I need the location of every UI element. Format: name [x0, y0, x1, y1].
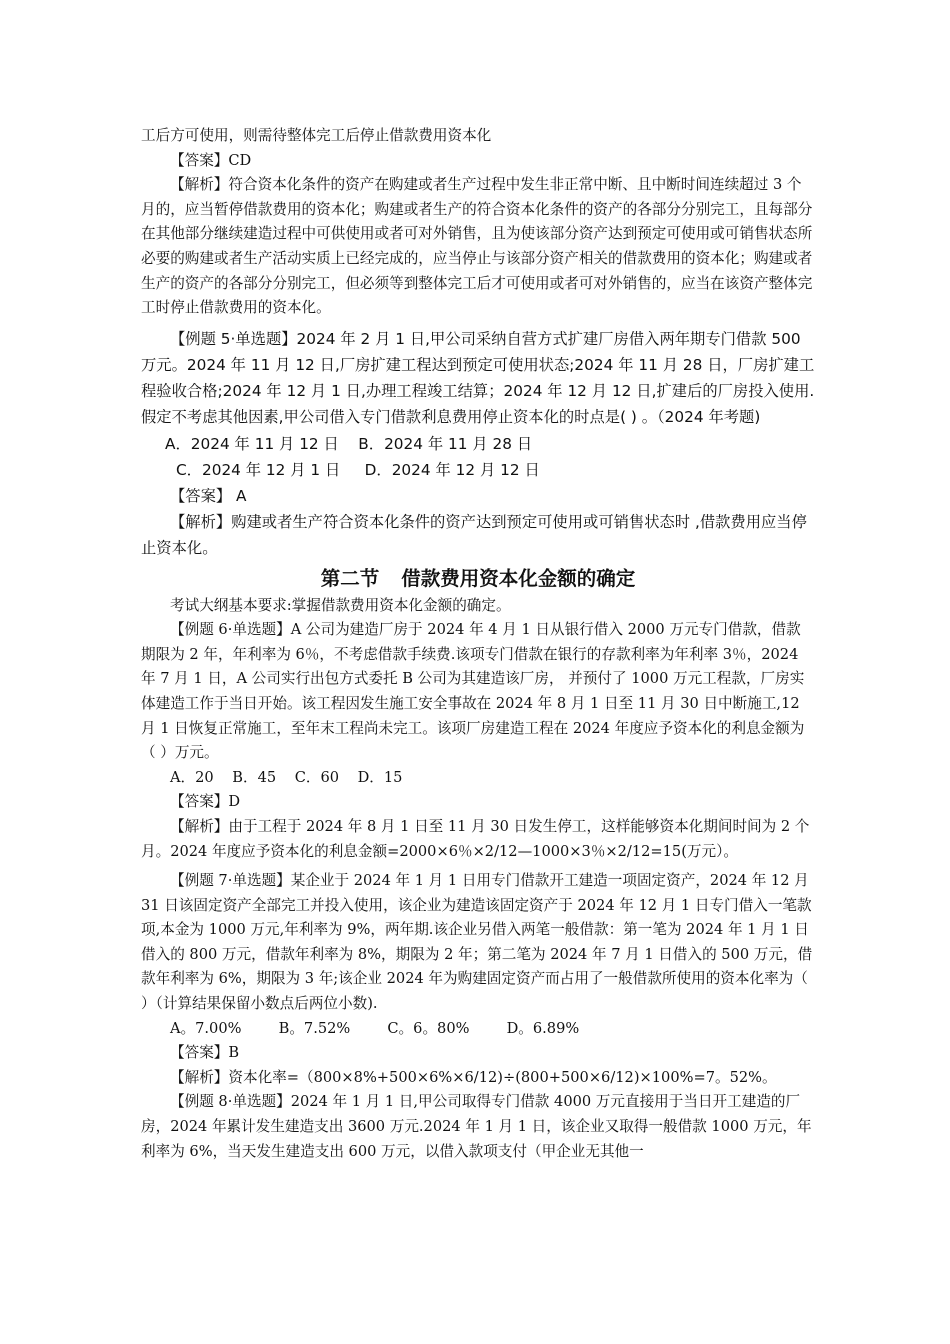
example-7-question: 【例题 7·单选题】某企业于 2024 年 1 月 1 日用专门借款开工建造一项固定资产，2024 年 12 月 31 日该固定资产全部完工并投入使用，该企业为建造该固定资产于 2024 年 12 月 1 日专门借入一笔款项,本金为 1000 万元,年利率为 9%，两年期.该企业另借入两笔一般借款：第一笔为 2024 年 1 月 1 日借入的 800 万元，借款年利率为 8%，期限为 2 年；第二笔为 2024 年 7 月 1 日借入的 500 万元，借款年利率为 6%，期限为 3 年;该企业 2024 年为购建固定资产而占用了一般借款所使用的资本化率为（ ）（计算结果保留小数点后两位小数). — [141, 872, 813, 1013]
answer-line: 【答案】CD — [170, 151, 252, 169]
example-6-question: 【例题 6·单选题】A 公司为建造厂房于 2024 年 4 月 1 日从银行借入 2000 万元专门借款，借款期限为 2 年，年利率为 6％，不考虑借款手续费.该项专门借款在银行的存款利率为年利率 3％，2024 年 7 月 1 日，A 公司实行出包方式委托 B 公司为其建造该厂房， 并预付了 1000 万元工程款，厂房实体建造工作于当日开始。该工程因发生施工安全事故在 2024 年 8 月 1 日至 11 月 30 日中断施工,12 月 1 日恢复正常施工，至年末工程尚未完工。该项厂房建造工程在 2024 年度应予资本化的利息金额为（ ）万元。 — [141, 621, 805, 762]
example-5-options-cd: C．2024 年 12 月 1 日 D．2024 年 12 月 12 日 — [176, 460, 540, 479]
example-5-options-ab: A．2024 年 11 月 12 日 B．2024 年 11 月 28 日 — [165, 434, 533, 453]
explanation-paragraph: 【解析】符合资本化条件的资产在购建或者生产过程中发生非正常中断、且中断时间连续超过 3 个月的，应当暂停借款费用的资本化；购建或者生产的符合资本化条件的资产的各部分分别完工，且每部分在其他部分继续建造过程中可供使用或者可对外销售，且为使该部分资产达到预定可使用或可销售状态所必要的购建或者生产活动实质上已经完成的，应当停止与该部分资产相关的借款费用的资本化；购建或者生产的资产的各部分分别完工，但必须等到整体完工后才可使用或者可对外销售的，应当在该资产整体完工时停止借款费用的资本化。 — [141, 176, 813, 317]
continued-option-text: 工后方可使用，则需待整体完工后停止借款费用资本化 — [141, 127, 492, 144]
example-7-answer: 【答案】B — [170, 1044, 240, 1062]
outline-requirement: 考试大纲基本要求:掌握借款费用资本化金额的确定。 — [170, 596, 511, 614]
example-8-question: 【例题 8·单选题】2024 年 1 月 1 日,甲公司取得专门借款 4000 万元直接用于当日开工建造的厂房，2024 年累计发生建造支出 3600 万元.2024 年 1 月 1 日，该企业又取得一般借款 1000 万元，年利率为 6%，当天发生建造支出 600 万元，以借入款项支付（甲企业无其他一 — [141, 1093, 812, 1160]
example-7-explanation: 【解析】资本化率=（800×8%+500×6%×6/12)÷(800+500×6/12)×100%=7。52%。 — [170, 1068, 777, 1086]
page-content — [141, 124, 815, 1164]
example-5-explanation: 【解析】购建或者生产符合资本化条件的资产达到预定可使用或可销售状态时 ,借款费用应当停止资本化。 — [141, 513, 807, 558]
example-5-answer: 【答案】 A — [170, 486, 247, 505]
example-6-options: A．20 B．45 C．60 D．15 — [170, 768, 403, 786]
example-6-answer: 【答案】D — [170, 793, 241, 811]
section-title: 借款费用资本化金额的确定 — [401, 566, 636, 590]
example-5-question: 【例题 5·单选题】2024 年 2 月 1 日,甲公司采纳自营方式扩建厂房借入两年期专门借款 500 万元。2024 年 11 月 12 日,厂房扩建工程达到预定可使用状态;2024 年 11 月 28 日，厂房扩建工程验收合格;2024 年 12 月 1 日,办理工程竣工结算；2024 年 12 月 12 日,扩建后的厂房投入使用.假定不考虑其他因素,甲公司借入专门借款利息费用停止资本化的时点是( ) 。（2024 年考题) — [141, 329, 815, 427]
section-number: 第二节 — [320, 566, 380, 590]
example-6-explanation: 【解析】由于工程于 2024 年 8 月 1 日至 11 月 30 日发生停工，这样能够资本化期间时间为 2 个月。2024 年度应予资本化的利息金额=2000×6％×2/12—1000×3％×2/12=15(万元）。 — [141, 817, 810, 860]
example-7-options: A。7.00% B。7.52% C。6。80% D。6.89% — [170, 1019, 580, 1037]
section-heading — [141, 564, 815, 594]
